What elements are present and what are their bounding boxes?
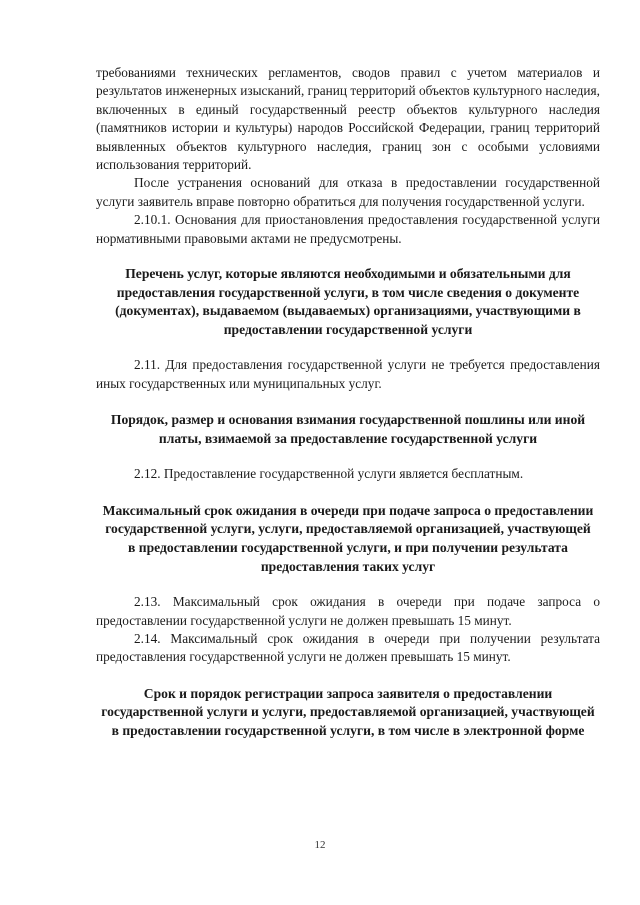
heading-services-list: Перечень услуг, которые являются необходимыми и обязательными для предоставления государственной услуги, в том числе сведения о документе (документах), выдаваемом (выдаваемых) организациями, участвующими в предоставлении государственной услуги	[115, 266, 581, 337]
paragraph-2-12: 2.12. Предоставление государственной услуги является бесплатным.	[134, 466, 524, 482]
heading-registration: Срок и порядок регистрации запроса заявителя о предоставлении государственной услуги и услуги, предоставляемой организацией, участвующей в предоставлении государственной услуги, в том числе в электронной форме	[101, 685, 595, 739]
paragraph-2-14: 2.14. Максимальный срок ожидания в очереди при получении результата предоставления государственной услуги не должен превышать 15 минут.	[96, 631, 600, 665]
heading-fee: Порядок, размер и основания взимания государственной пошлины или иной платы, взимаемой за предоставление государственной услуги	[110, 412, 586, 446]
paragraph-2-11: 2.11. Для предоставления государственной услуги не требуется предоставления иных государственных или муниципальных услуг.	[96, 357, 600, 391]
paragraph-repeat-application: После устранения оснований для отказа в предоставлении государственной услуги заявитель вправе повторно обратиться для получения государственной услуги.	[96, 175, 600, 209]
continuation-paragraph: требованиями технических регламентов, сводов правил с учетом материалов и результатов инженерных изысканий, границ территорий объектов культурного наследия, включенных в единый государственный реестр объектов культурного наследия (памятников истории и культуры) народов Российской Федерации, границ территорий выявленных объектов культурного наследия, границ зон с особыми условиями использования территорий.	[96, 65, 600, 173]
page-number: 12	[314, 839, 326, 851]
heading-waiting-time: Максимальный срок ожидания в очереди при подаче запроса о предоставлении государственной услуги, услуги, предоставляемой организацией, участвующей в предоставлении государственной услуги, и при получении результата предоставления таких услуг	[102, 502, 594, 574]
paragraph-2-10-1: 2.10.1. Основания для приостановления предоставления государственной услуги нормативными правовыми актами не предусмотрены.	[96, 212, 600, 246]
paragraph-2-13: 2.13. Максимальный срок ожидания в очереди при подаче запроса о предоставлении государственной услуги не должен превышать 15 минут.	[96, 594, 600, 628]
document-page	[96, 64, 600, 741]
